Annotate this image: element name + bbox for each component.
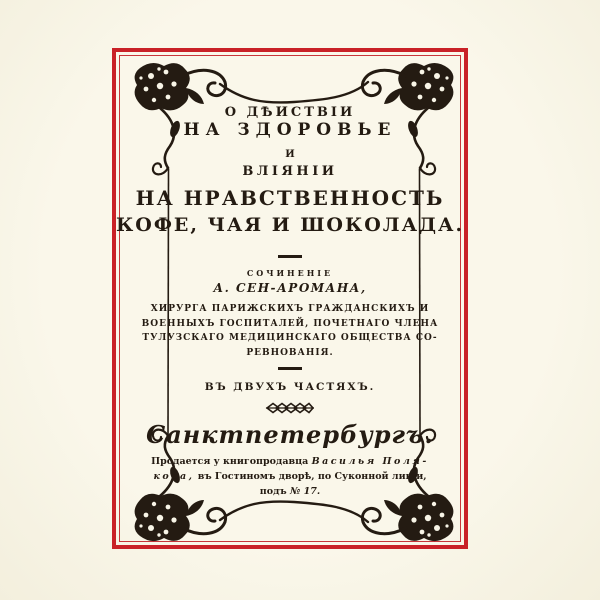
publication-city: Санктпетербургъ. <box>146 420 434 449</box>
edition-note: ВЪ ДВУХЪ ЧАСТЯХЪ. <box>204 381 376 393</box>
imprint-text: Продается у книгопродавца <box>151 456 312 467</box>
bookseller-name: Василья Поля- <box>311 456 429 467</box>
imprint-line-3 <box>116 484 464 499</box>
braided-chain-ornament <box>264 402 316 414</box>
title-line-1: О ДѢИСТВІИ <box>224 105 356 120</box>
author-name: А. СЕН-АРОМАНА, <box>213 281 367 295</box>
imprint-line-1 <box>116 454 464 469</box>
title-page-content <box>116 52 464 545</box>
author-titles-line: ТУЛУЗСКАГО МЕДИЦИНСКАГО ОБЩЕСТВА СО- <box>142 333 438 343</box>
imprint-text: подъ <box>259 486 291 497</box>
imprint-line-2 <box>116 469 464 484</box>
author-titles-line: РЕВНОВАНІЯ. <box>246 347 334 358</box>
author-titles-line: ХИРУРГА ПАРИЖСКИХЪ ГРАЖДАНСКИХЪ И <box>150 304 430 314</box>
imprint-note <box>116 454 464 499</box>
imprint-text: въ Гостиномъ дворѣ, по Суконной линіи, <box>194 471 427 482</box>
red-double-border <box>112 48 468 549</box>
title-line-4: НА НРАВСТВЕННОСТЬ <box>135 186 445 210</box>
section-divider-dash <box>278 367 302 370</box>
title-line-2: НА ЗДОРОВЬЕ <box>183 120 397 140</box>
bookseller-name-continued: кова, <box>153 471 195 482</box>
shop-number: № 17. <box>290 486 321 497</box>
author-titles-line: ВОЕННЫХЪ ГОСПИТАЛЕЙ, ПОЧЕТНАГО ЧЛЕНА <box>141 318 439 329</box>
title-line-3: ВЛІЯНІИ <box>242 164 338 179</box>
title-line-5: КОФЕ, ЧАЯ И ШОКОЛАДА. <box>116 214 465 236</box>
title-conjunction: И <box>285 149 295 160</box>
author-titles <box>116 302 464 360</box>
byline-label: СОЧИНЕНІЕ <box>246 268 334 278</box>
section-divider-dash <box>278 255 302 258</box>
